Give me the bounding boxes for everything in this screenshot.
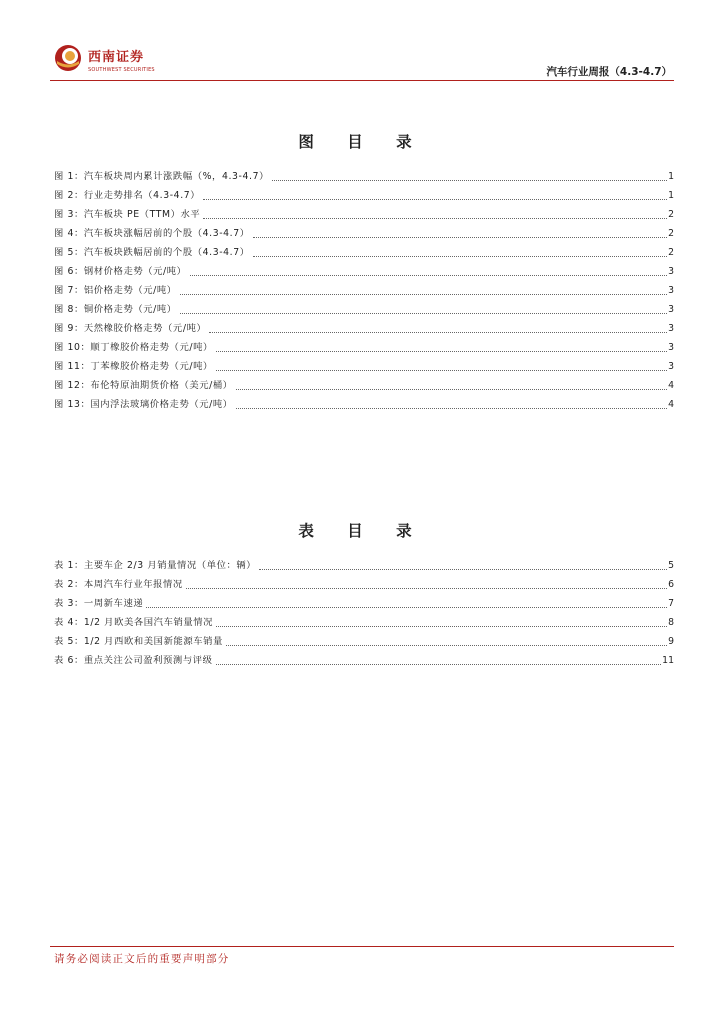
toc-leader-dots [203,217,667,219]
figure-toc-entry[interactable] [54,301,674,320]
table-toc-entry[interactable] [54,576,674,595]
toc-entry-label: 图 13：国内浮法玻璃价格走势（元/吨） [54,399,233,410]
toc-entry-label: 图 7：铝价格走势（元/吨） [54,285,177,296]
toc-entry-label: 图 8：铜价格走势（元/吨） [54,304,177,315]
toc-leader-dots [226,644,667,646]
toc-leader-dots [253,236,667,238]
figure-toc-entry[interactable] [54,377,674,396]
toc-leader-dots [236,407,667,409]
toc-entry-label: 表 5：1/2 月西欧和美国新能源车销量 [54,636,223,647]
toc-leader-dots [146,606,667,608]
toc-leader-dots [180,293,667,295]
table-toc-entry[interactable] [54,652,674,671]
figure-toc-entry[interactable] [54,282,674,301]
report-title: 汽车行业周报（4.3-4.7） [546,66,672,78]
toc-page-number: 6 [668,579,674,590]
toc-page-number: 3 [668,342,674,353]
toc-leader-dots [180,312,667,314]
toc-page-number: 1 [668,190,674,201]
toc-entry-label: 表 2：本周汽车行业年报情况 [54,579,183,590]
toc-entry-label: 图 11：丁苯橡胶价格走势（元/吨） [54,361,213,372]
table-toc-entry[interactable] [54,557,674,576]
toc-page-number: 3 [668,361,674,372]
toc-entry-label: 图 5：汽车板块跌幅居前的个股（4.3-4.7） [54,247,250,258]
toc-entry-label: 表 6：重点关注公司盈利预测与评级 [54,655,213,666]
toc-leader-dots [272,179,667,181]
toc-leader-dots [253,255,667,257]
figure-toc-entry[interactable] [54,206,674,225]
toc-leader-dots [203,198,667,200]
table-toc-entry[interactable] [54,614,674,633]
toc-leader-dots [259,568,667,570]
header-divider [50,80,674,81]
company-logo-icon [54,44,82,72]
toc-entry-label: 图 6：钢材价格走势（元/吨） [54,266,187,277]
toc-page-number: 3 [668,304,674,315]
toc-page-number: 2 [668,209,674,220]
toc-leader-dots [216,350,667,352]
toc-page-number: 3 [668,323,674,334]
toc-page-number: 11 [662,655,674,666]
logo-chinese-name: 西南证券 [88,50,145,65]
toc-entry-label: 图 12：布伦特原油期货价格（美元/桶） [54,380,233,391]
tables-toc-list [54,557,674,671]
toc-entry-label: 图 4：汽车板块涨幅居前的个股（4.3-4.7） [54,228,250,239]
toc-page-number: 7 [668,598,674,609]
toc-leader-dots [216,369,667,371]
toc-leader-dots [209,331,667,333]
toc-entry-label: 图 10：顺丁橡胶价格走势（元/吨） [54,342,213,353]
toc-page-number: 4 [668,399,674,410]
toc-page-number: 4 [668,380,674,391]
company-logo [54,42,174,78]
figure-toc-entry[interactable] [54,244,674,263]
toc-entry-label: 图 9：天然橡胶价格走势（元/吨） [54,323,207,334]
footer-divider [50,946,674,947]
toc-page-number: 1 [668,171,674,182]
figure-toc-entry[interactable] [54,187,674,206]
toc-leader-dots [216,625,667,627]
tables-toc-title: 表 目 录 [298,521,426,540]
toc-page-number: 2 [668,247,674,258]
toc-leader-dots [186,587,667,589]
toc-entry-label: 表 4：1/2 月欧美各国汽车销量情况 [54,617,214,628]
table-toc-entry[interactable] [54,633,674,652]
toc-page-number: 9 [668,636,674,647]
table-toc-entry[interactable] [54,595,674,614]
toc-page-number: 2 [668,228,674,239]
toc-entry-label: 表 3：一周新车速递 [54,598,144,609]
figure-toc-entry[interactable] [54,396,674,415]
toc-leader-dots [236,388,667,390]
toc-entry-label: 图 2：行业走势排名（4.3-4.7） [54,190,201,201]
figure-toc-entry[interactable] [54,263,674,282]
toc-entry-label: 图 3：汽车板块 PE（TTM）水平 [54,209,201,220]
toc-leader-dots [190,274,668,276]
toc-page-number: 3 [668,266,674,277]
figure-toc-entry[interactable] [54,320,674,339]
figures-toc-list [54,168,674,415]
page-header [54,38,674,82]
toc-leader-dots [216,663,662,665]
figure-toc-entry[interactable] [54,225,674,244]
logo-english-name: SOUTHWEST SECURITIES [88,67,155,73]
toc-page-number: 5 [668,560,674,571]
toc-entry-label: 表 1：主要车企 2/3 月销量情况（单位：辆） [54,560,257,571]
figures-toc-title: 图 目 录 [298,132,426,151]
toc-page-number: 8 [668,617,674,628]
figure-toc-entry[interactable] [54,168,674,187]
figure-toc-entry[interactable] [54,358,674,377]
toc-page-number: 3 [668,285,674,296]
toc-entry-label: 图 1：汽车板块周内累计涨跌幅（%，4.3-4.7） [54,171,269,182]
footer-disclaimer: 请务必阅读正文后的重要声明部分 [54,953,230,965]
figure-toc-entry[interactable] [54,339,674,358]
